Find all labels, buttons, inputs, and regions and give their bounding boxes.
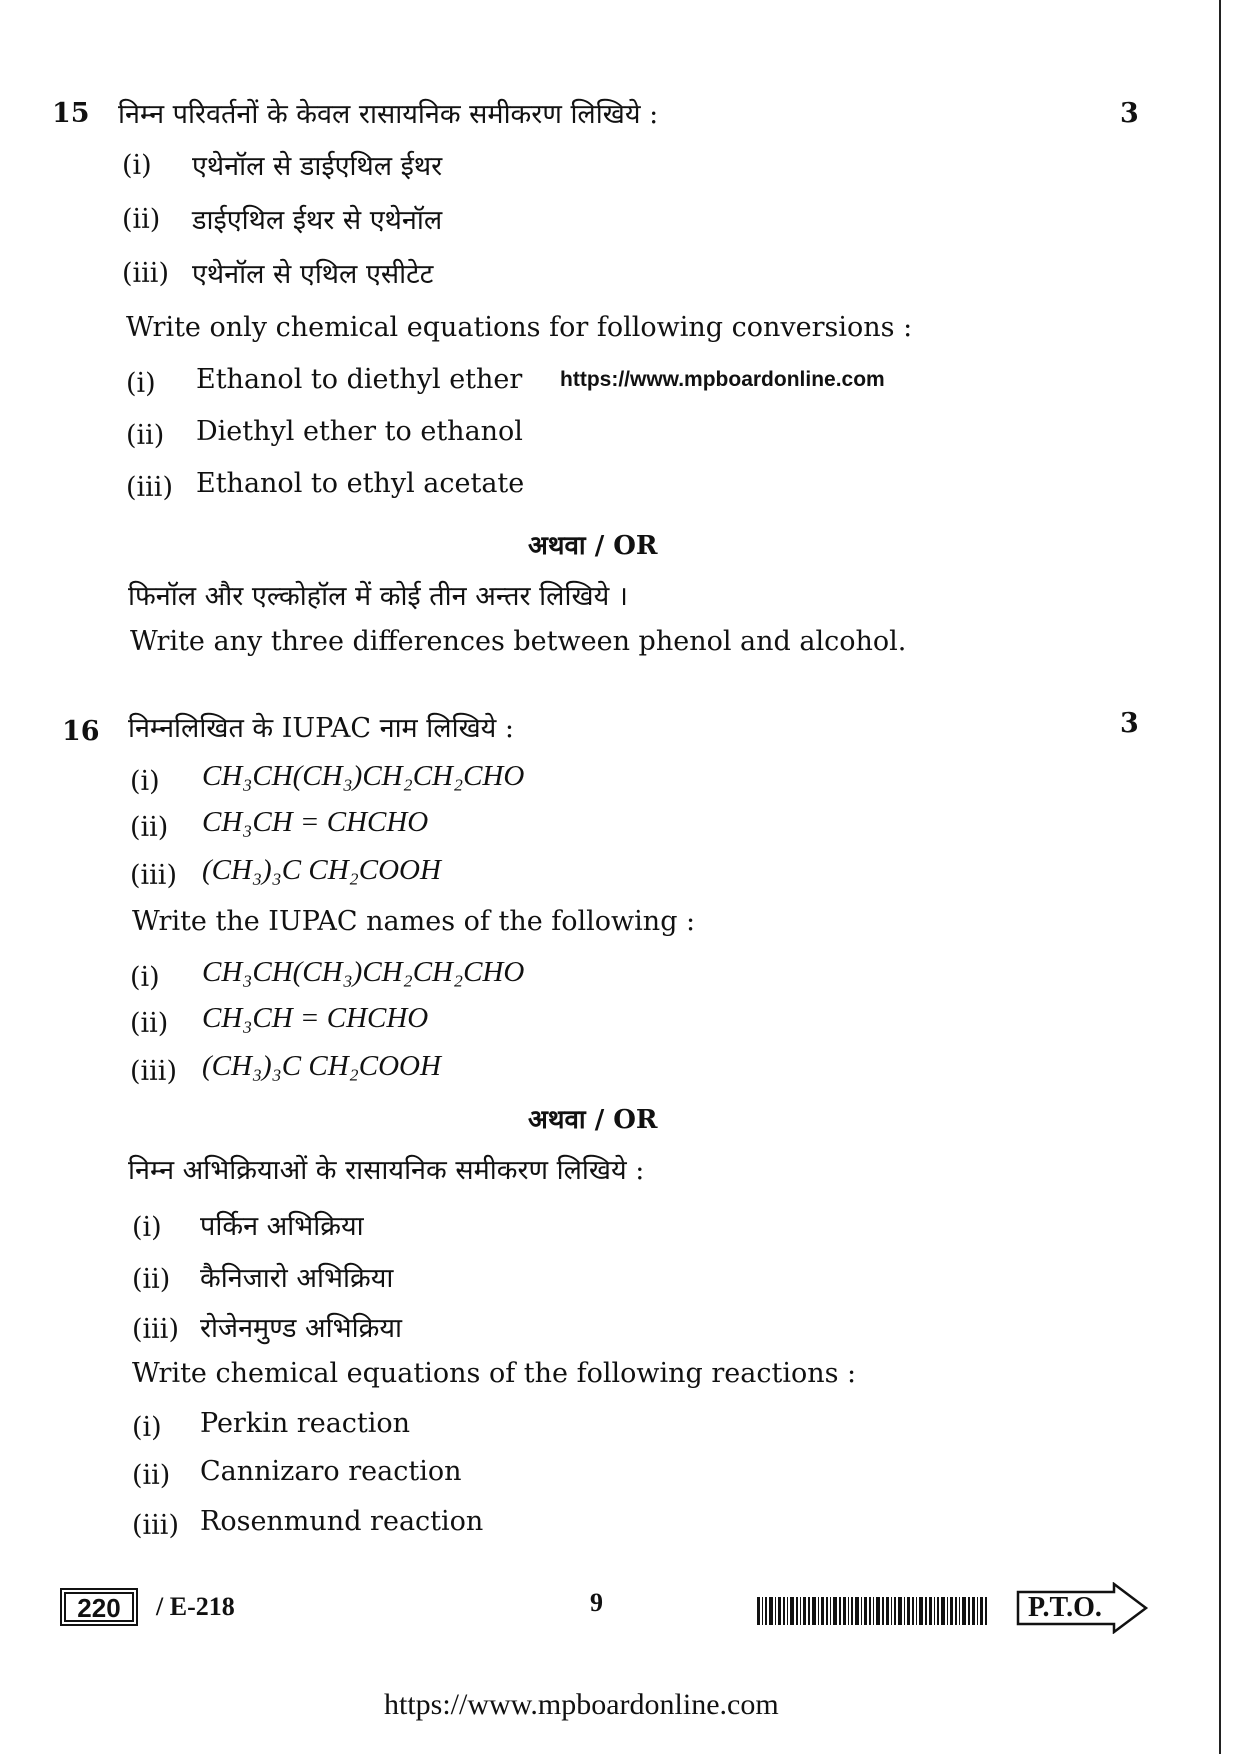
q16-or-english-item-label: (ii): [132, 1460, 171, 1491]
q16-marks: 3: [1120, 708, 1139, 739]
question-15-number: 15: [52, 98, 90, 129]
barcode-icon: [757, 1595, 987, 1627]
q15-english-item: Ethanol to ethyl acetate: [196, 468, 525, 499]
q16-or-separator: अथवा / OR: [528, 1105, 658, 1135]
q16-or-hindi-item-label: (ii): [132, 1264, 171, 1295]
q15-english-item-label: (ii): [126, 420, 165, 451]
q16-or-hindi-item: कैनिजारो अभिक्रिया: [200, 1263, 394, 1294]
q15-hindi-item-label: (ii): [122, 204, 161, 235]
question-16-number: 16: [62, 716, 100, 747]
q16-formula: (CH₃)₃C CH₂COOH: [202, 1050, 441, 1082]
q16-formula-label: (i): [130, 766, 160, 797]
q15-or-separator: अथवा / OR: [528, 531, 658, 561]
q15-english-item: Diethyl ether to ethanol: [196, 416, 523, 447]
q15-hindi-intro: निम्न परिवर्तनों के केवल रासायनिक समीकरण लिखिये :: [118, 99, 659, 130]
q15-or-hindi: फिनॉल और एल्कोहॉल में कोई तीन अन्तर लिखिये ।: [128, 581, 629, 612]
q15-english-intro: Write only chemical equations for following conversions :: [126, 312, 913, 343]
q15-hindi-item: डाईएथिल ईथर से एथेनॉल: [192, 205, 443, 236]
page-edge-line: [1219, 0, 1221, 1754]
q16-or-hindi-item-label: (iii): [132, 1314, 179, 1345]
q15-hindi-item-label: (iii): [122, 258, 169, 289]
q16-formula-label: (ii): [130, 1008, 169, 1039]
q16-or-english-item: Rosenmund reaction: [200, 1506, 484, 1537]
q16-or-english-intro: Write chemical equations of the following reactions :: [132, 1358, 857, 1389]
q16-english-intro: Write the IUPAC names of the following :: [132, 906, 696, 937]
q16-or-english-item: Perkin reaction: [200, 1408, 411, 1439]
q16-hindi-intro: निम्नलिखित के IUPAC नाम लिखिये :: [128, 713, 515, 744]
q15-or-english: Write any three differences between phenol and alcohol.: [130, 626, 907, 657]
q15-marks: 3: [1120, 98, 1139, 129]
q16-formula: CH₃CH = CHCHO: [202, 1002, 429, 1034]
q16-or-english-item-label: (i): [132, 1412, 162, 1443]
q16-formula-label: (iii): [130, 1056, 177, 1087]
source-url: https://www.mpboardonline.com: [384, 1688, 779, 1721]
pto-arrow: [1016, 1582, 1150, 1634]
q16-or-english-item-label: (iii): [132, 1510, 179, 1541]
q16-formula-label: (i): [130, 962, 160, 993]
q15-hindi-item: एथेनॉल से डाईएथिल ईथर: [192, 151, 443, 182]
paper-code-box: [60, 1588, 138, 1626]
q15-english-item: Ethanol to diethyl ether: [196, 364, 523, 395]
q16-formula: CH₃CH(CH₃)CH₂CH₂CHO: [202, 760, 525, 792]
page-number: 9: [590, 1588, 603, 1617]
paper-code: 220: [64, 1592, 134, 1622]
q16-formula: CH₃CH = CHCHO: [202, 806, 429, 838]
q16-formula: CH₃CH(CH₃)CH₂CH₂CHO: [202, 956, 525, 988]
q16-or-hindi-item-label: (i): [132, 1212, 162, 1243]
q15-hindi-item-label: (i): [122, 150, 152, 181]
q16-formula-label: (ii): [130, 812, 169, 843]
q16-formula: (CH₃)₃C CH₂COOH: [202, 854, 441, 886]
q15-hindi-item: एथेनॉल से एथिल एसीटेट: [192, 259, 434, 290]
q16-or-english-item: Cannizaro reaction: [200, 1456, 462, 1487]
q16-or-hindi-item: पर्किन अभिक्रिया: [200, 1211, 364, 1242]
pto-label: P.T.O.: [1028, 1592, 1102, 1623]
q16-or-hindi-item: रोजेनमुण्ड अभिक्रिया: [200, 1313, 403, 1344]
watermark-url: https://www.mpboardonline.com: [560, 368, 885, 391]
q16-or-hindi-intro: निम्न अभिक्रियाओं के रासायनिक समीकरण लिखिये :: [128, 1155, 645, 1186]
q16-formula-label: (iii): [130, 860, 177, 891]
paper-id: / E-218: [156, 1592, 235, 1621]
q15-english-item-label: (iii): [126, 472, 173, 503]
q15-english-item-label: (i): [126, 368, 156, 399]
